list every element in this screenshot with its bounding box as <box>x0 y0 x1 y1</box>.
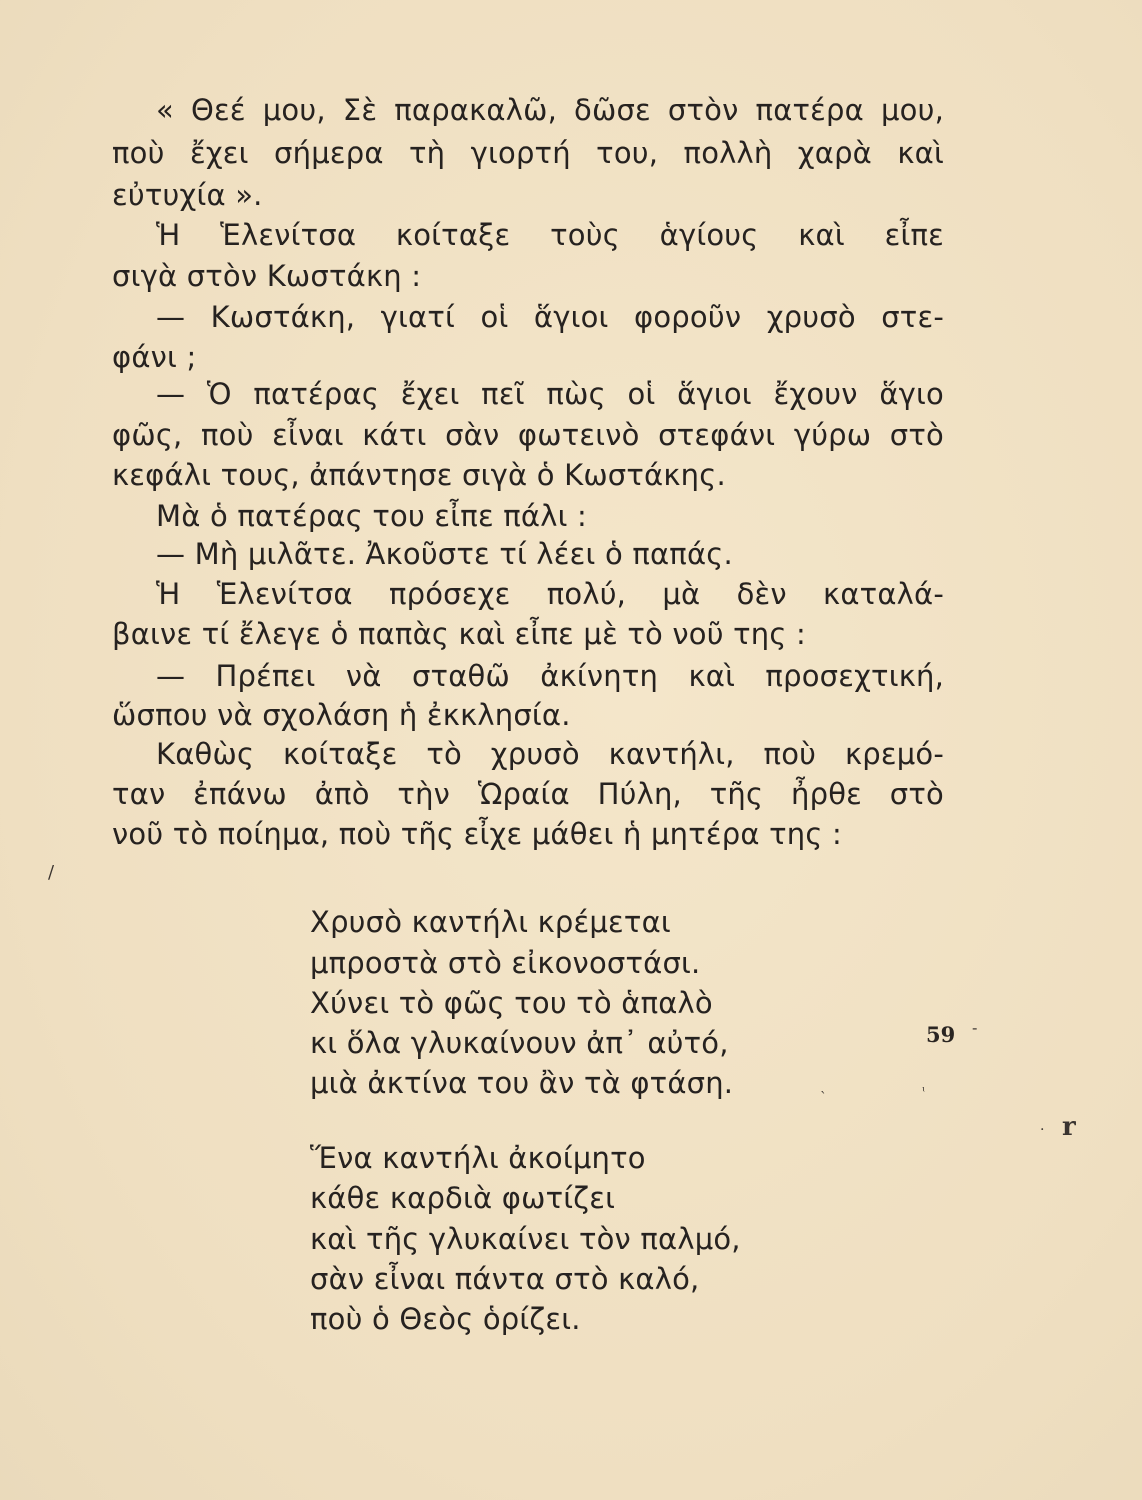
print-speck: ` <box>820 1090 827 1106</box>
poem-line: μπροστὰ στὸ εἰκονοστάσι. <box>310 946 701 980</box>
text-line: « Θεέ μου, Σὲ παρακαλῶ, δῶσε στὸν πατέρα μου, <box>156 93 944 127</box>
print-speck: - <box>972 1018 978 1037</box>
text-line: ταν ἐπάνω ἀπὸ τὴν Ὡραία Πύλη, τῆς ἦρθε στὸ <box>112 777 944 811</box>
text-line: Μὰ ὁ πατέρας του εἶπε πάλι : <box>156 499 587 533</box>
poem-line: καὶ τῆς γλυκαίνει τὸν παλμό, <box>310 1222 741 1256</box>
poem-line: σὰν εἶναι πάντα στὸ καλό, <box>310 1262 700 1296</box>
poem-line: Χύνει τὸ φῶς του τὸ ἁπαλὸ <box>310 986 713 1020</box>
text-line: Ἡ Ἑλενίτσα κοίταξε τοὺς ἁγίους καὶ εἶπε <box>156 218 944 252</box>
text-line: φάνι ; <box>112 340 197 374</box>
text-line: ποὺ ἔχει σήμερα τὴ γιορτή του, πολλὴ χαρὰ καὶ <box>112 136 944 170</box>
poem-line: μιὰ ἀκτίνα του ἂν τὰ φτάση. <box>310 1066 734 1100</box>
text-line: σιγὰ στὸν Κωστάκη : <box>112 259 422 293</box>
text-line: — Μὴ μιλᾶτε. Ἀκοῦστε τί λέει ὁ παπάς. <box>156 537 733 571</box>
text-line: Ἡ Ἑλενίτσα πρόσεχε πολύ, μὰ δὲν καταλά- <box>156 577 944 611</box>
print-speck: r <box>1062 1112 1076 1142</box>
text-line: νοῦ τὸ ποίημα, ποὺ τῆς εἶχε μάθει ἡ μητέρα της : <box>112 817 842 851</box>
text-line: εὐτυχία ». <box>112 178 263 212</box>
print-speck: ᶥ <box>922 1084 926 1100</box>
text-line: Καθὼς κοίταξε τὸ χρυσὸ καντήλι, ποὺ κρεμό- <box>156 737 944 771</box>
poem-line: κι ὅλα γλυκαίνουν ἀπ᾿ αὐτό, <box>310 1026 729 1060</box>
page-number: 59 <box>926 1022 956 1047</box>
poem-line: κάθε καρδιὰ φωτίζει <box>310 1181 616 1215</box>
text-line: ὥσπου νὰ σχολάση ἡ ἐκκλησία. <box>112 698 571 732</box>
text-line: — Ὁ πατέρας ἔχει πεῖ πὼς οἱ ἅγιοι ἔχουν ἅγιο <box>156 377 944 411</box>
poem-line: Ἕνα καντήλι ἀκοίμητο <box>310 1141 646 1175</box>
text-line: βαινε τί ἔλεγε ὁ παπὰς καὶ εἶπε μὲ τὸ νοῦ της : <box>112 617 806 651</box>
text-line: φῶς, ποὺ εἶναι κάτι σὰν φωτεινὸ στεφάνι γύρω στὸ <box>112 418 944 452</box>
print-speck: / <box>48 862 55 883</box>
text-line: κεφάλι τους, ἀπάντησε σιγὰ ὁ Κωστάκης. <box>112 458 726 492</box>
poem-line: Χρυσὸ καντήλι κρέμεται <box>310 905 671 939</box>
poem-line: ποὺ ὁ Θεὸς ὁρίζει. <box>310 1302 581 1336</box>
print-speck: . <box>1040 1118 1045 1134</box>
text-line: — Κωστάκη, γιατί οἱ ἅγιοι φοροῦν χρυσὸ στε- <box>156 300 944 334</box>
text-line: — Πρέπει νὰ σταθῶ ἀκίνητη καὶ προσεχτική, <box>156 659 944 693</box>
